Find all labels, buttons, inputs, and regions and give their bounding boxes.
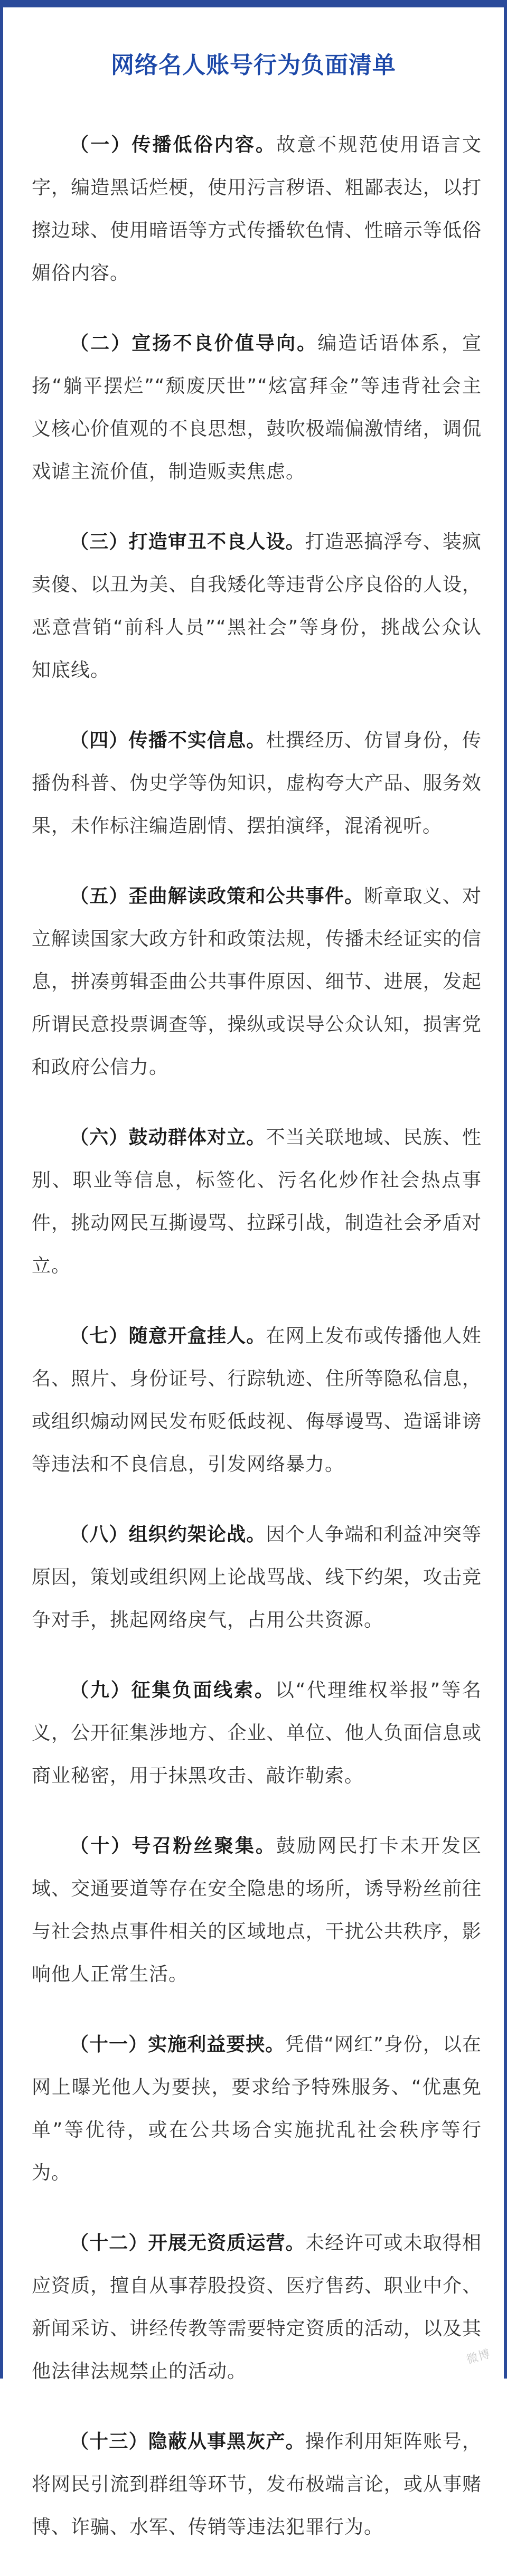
list-item (32, 1669, 482, 1797)
item-body: 操作利用矩阵账号，将网民引流到群组等环节，发布极端言论，或从事赌博、诈骗、水军、传销等违法犯罪行为。 (32, 2431, 482, 2538)
item-heading: （七）随意开盒挂人。 (70, 1325, 266, 1347)
top-band (0, 0, 507, 7)
list-item (32, 2420, 482, 2549)
item-heading: （十）号召粉丝聚集。 (70, 1835, 277, 1857)
item-body: 未经许可或未取得相应资质，擅自从事荐股投资、医疗售药、职业中介、新闻采访、讲经传教等需要特定资质的活动，以及其他法律法规禁止的活动。 (32, 2232, 482, 2382)
notice-card (0, 7, 507, 2538)
list-item (32, 1825, 482, 1996)
list-item (32, 875, 482, 1089)
item-heading: （十二）开展无资质运营。 (70, 2232, 305, 2254)
list-item (32, 1315, 482, 1486)
item-body: 鼓励网民打卡未开发区域、交通要道等存在安全隐患的场所，诱导粉丝前往与社会热点事件相关的区域地点，干扰公共秩序，影响他人正常生活。 (32, 1835, 482, 1985)
list-item (32, 322, 482, 493)
item-body: 在网上发布或传播他人姓名、照片、身份证号、行踪轨迹、住所等隐私信息，或组织煽动网民发布贬低歧视、侮辱谩骂、造谣诽谤等违法和不良信息，引发网络暴力。 (32, 1325, 482, 1475)
item-body: 凭借“网红”身份，以在网上曝光他人为要挟，要求给予特殊服务、“优惠免单”等优待，或在公共场合实施扰乱社会秩序等行为。 (32, 2034, 482, 2184)
item-body: 杜撰经历、仿冒身份，传播伪科普、伪史学等伪知识，虚构夸大产品、服务效果，未作标注编造剧情、摆拍演绎，混淆视听。 (32, 730, 482, 837)
item-body: 以“代理维权举报”等名义，公开征集涉地方、企业、单位、他人负面信息或商业秘密，用于抹黑攻击、敲诈勒索。 (32, 1679, 482, 1787)
list-item (32, 124, 482, 295)
item-heading: （三）打造审丑不良人设。 (70, 531, 305, 553)
item-body: 断章取义、对立解读国家大政方针和政策法规，传播未经证实的信息，拼凑剪辑歪曲公共事件原因、细节、进展，发起所谓民意投票调查等，操纵或误导公众认知，损害党和政府公信力。 (32, 885, 482, 1078)
item-heading: （四）传播不实信息。 (70, 730, 266, 751)
item-heading: （六）鼓动群体对立。 (70, 1127, 266, 1148)
item-heading: （八）组织约架论战。 (70, 1524, 266, 1545)
item-body: 故意不规范使用语言文字，编造黑话烂梗，使用污言秽语、粗鄙表达，以打擦边球、使用暗语等方式传播软色情、性暗示等低俗媚俗内容。 (32, 134, 482, 284)
item-heading: （九）征集负面线索。 (70, 1679, 275, 1701)
item-heading: （十一）实施利益要挟。 (70, 2034, 285, 2055)
watermark: 微博 (465, 2347, 492, 2367)
item-heading: （十三）隐蔽从事黑灰产。 (70, 2431, 305, 2452)
list-item (32, 1513, 482, 1641)
item-body: 不当关联地域、民族、性别、职业等信息，标签化、污名化炒作社会热点事件，挑动网民互撕谩骂、拉踩引战，制造社会矛盾对立。 (32, 1127, 482, 1277)
list-item (32, 1116, 482, 1287)
page-title: 网络名人账号行为负面清单 (111, 52, 396, 79)
item-body: 编造话语体系，宣扬“躺平摆烂”“颓废厌世”“炫富拜金”等违背社会主义核心价值观的不良思想，鼓吹极端偏激情绪，调侃戏谑主流价值，制造贩卖焦虑。 (32, 333, 482, 483)
item-list (32, 124, 482, 2576)
item-heading: （五）歪曲解读政策和公共事件。 (70, 885, 364, 907)
list-item (32, 2023, 482, 2194)
list-item (32, 2222, 482, 2393)
item-body: 打造恶搞浮夸、装疯卖傻、以丑为美、自我矮化等违背公序良俗的人设，恶意营销“前科人员”“黑社会”等身份，挑战公众认知底线。 (32, 531, 482, 681)
list-item (32, 719, 482, 847)
item-heading: （一）传播低俗内容。 (70, 134, 277, 156)
list-item (32, 521, 482, 692)
item-heading: （二）宣扬不良价值导向。 (70, 333, 318, 354)
item-body: 因个人争端和利益冲突等原因，策划或组织网上论战骂战、线下约架，攻击竞争对手，挑起网络戾气，占用公共资源。 (32, 1524, 482, 1631)
